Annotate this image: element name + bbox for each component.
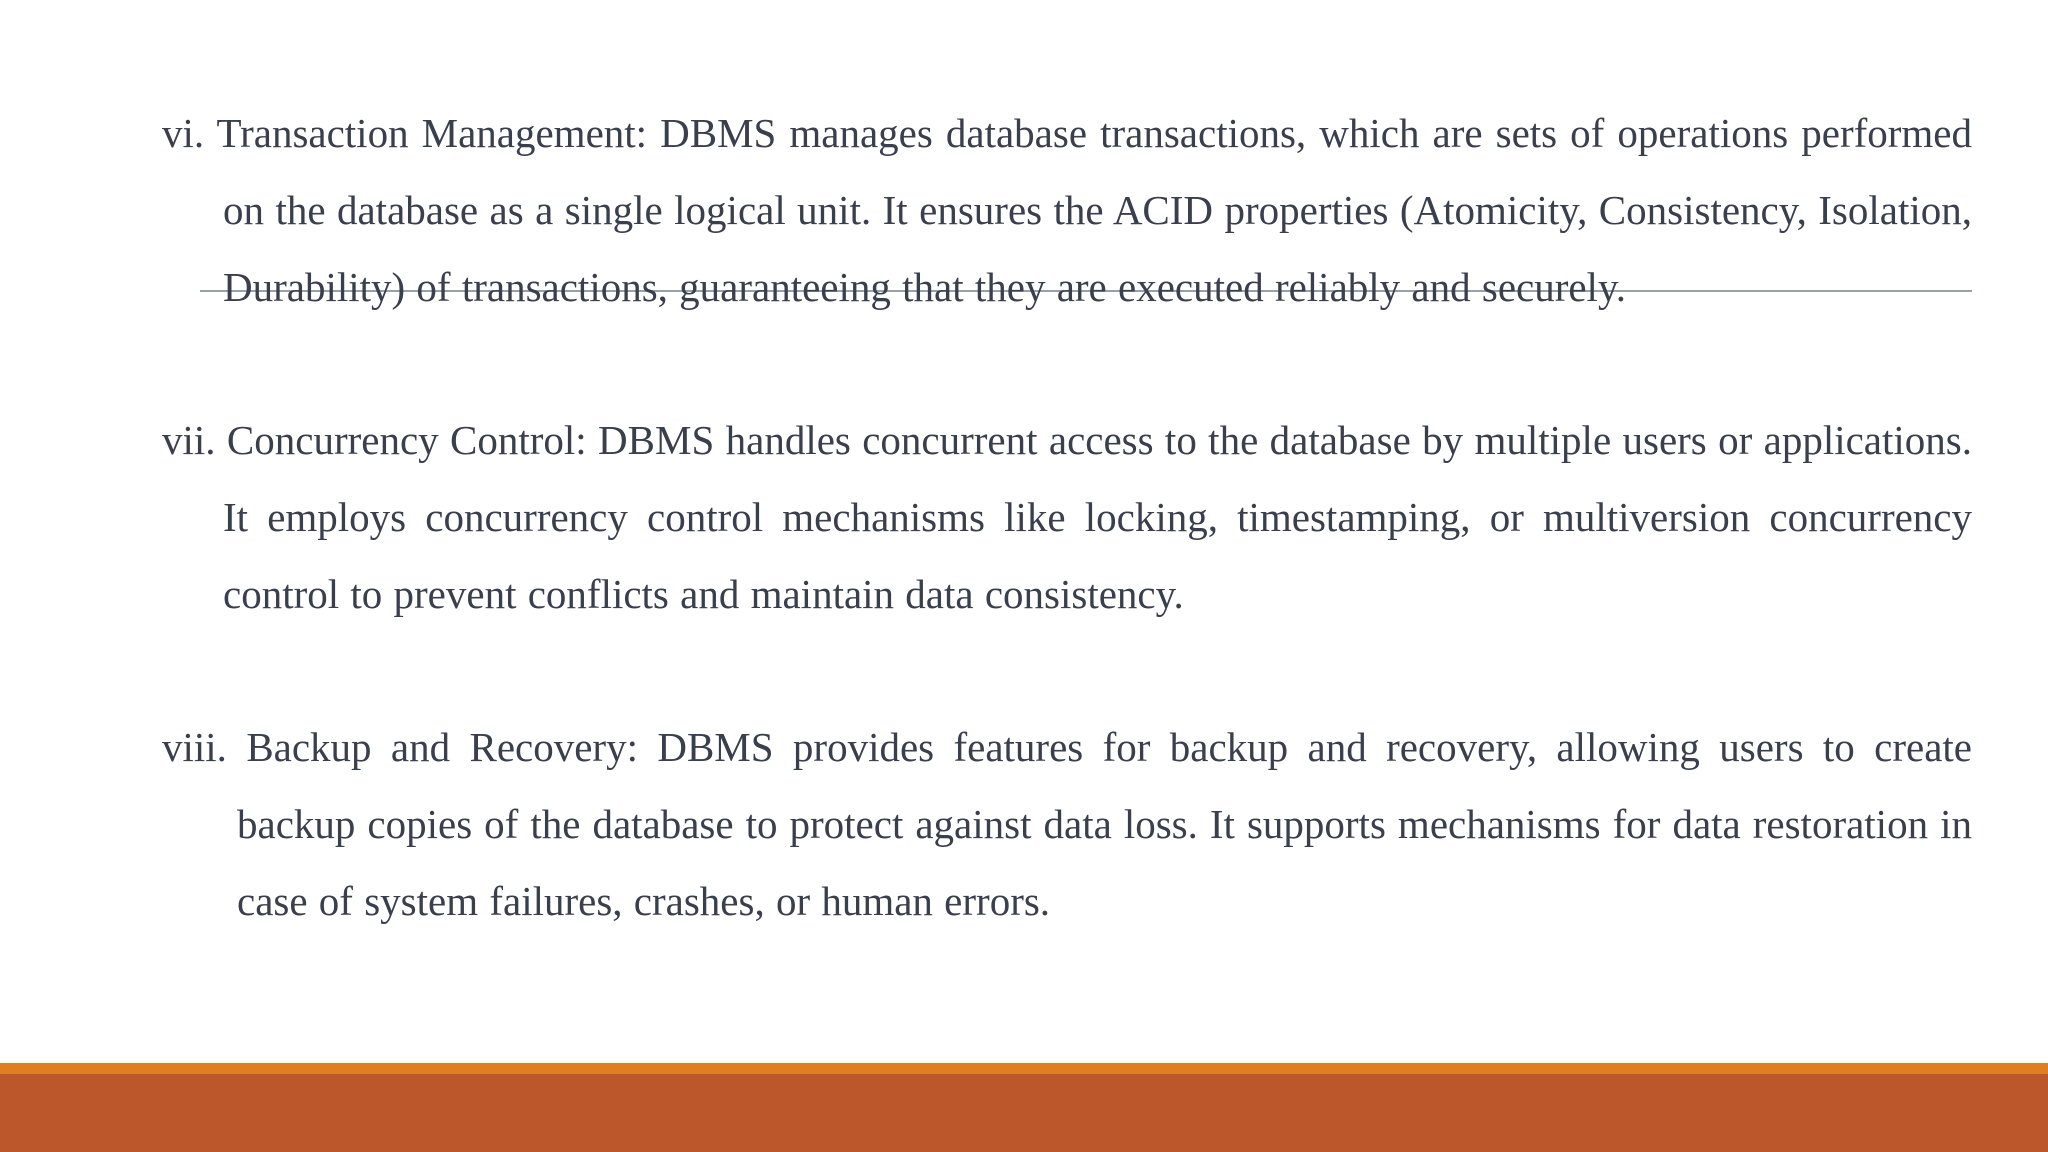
list-marker: viii. — [162, 724, 227, 771]
footer-accent-stripe — [0, 1063, 2048, 1074]
list-item-text: Transaction Management: DBMS manages database transactions, which are sets of operations performed on the database as a single logical unit. It ensures the ACID properties (Atomicity, Consistency, Isolation, Durability) of transactions, guaranteeing that they are executed reliably and securely. — [216, 110, 1972, 310]
list-item-concurrency-control — [162, 402, 1972, 632]
list-item-transaction-management — [162, 95, 1972, 325]
footer-bar — [0, 1074, 2048, 1152]
list-marker: vi. — [162, 110, 205, 156]
list-item-text: Backup and Recovery: DBMS provides features for backup and recovery, allowing users to create backup copies of the database to protect against data loss. It supports mechanisms for data restoration in case of system failures, crashes, or human errors. — [237, 724, 1972, 924]
slide-body — [162, 95, 1972, 940]
list-item-backup-recovery — [162, 709, 1972, 939]
list-marker: vii. — [162, 417, 216, 464]
list-item-text: Concurrency Control: DBMS handles concurrent access to the database by multiple users or applications. It employs concurrency control mechanisms like locking, timestamping, or multiversion concurrency control to prevent conflicts and maintain data consistency. — [223, 417, 1972, 617]
